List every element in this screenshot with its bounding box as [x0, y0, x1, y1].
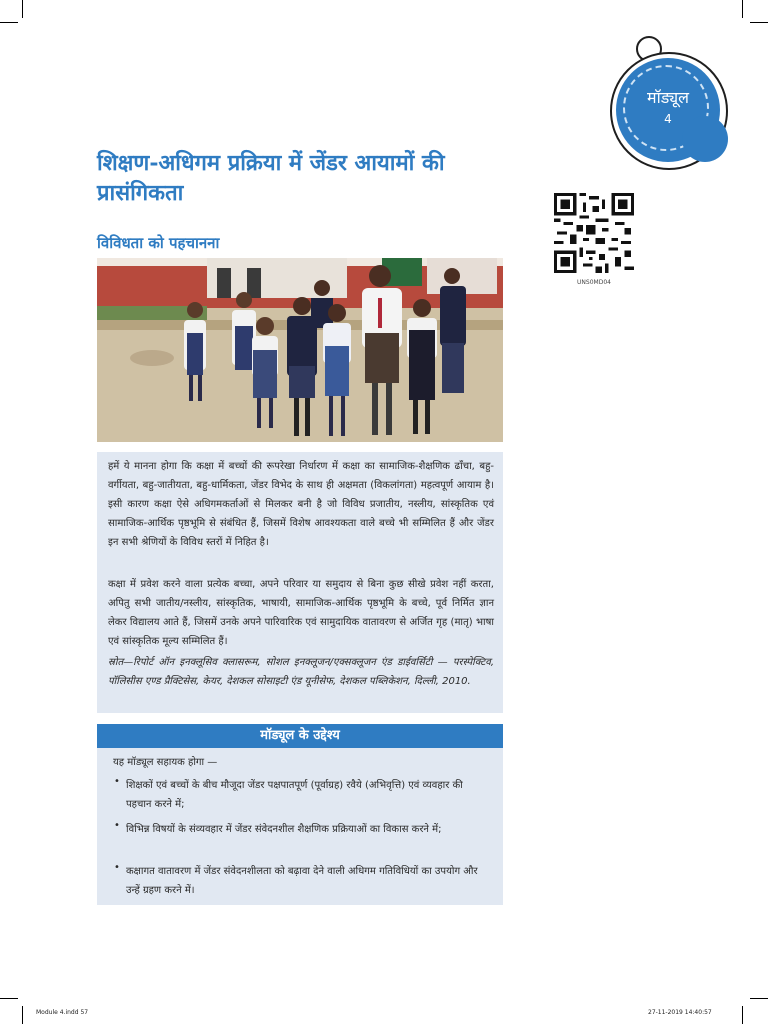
- info-source: स्रोत—रिपोर्ट ऑन इनक्लूसिव क्लासरूम, सोशल इनक्लूजन/एक्सक्लूजन एंड डाईवर्सिटी — परस्पेक्टिव, पॉलिसीस एण्ड प्रैक्टिसेस, केयर, देशकल सोसाइटी एंड यूनीसेफ, देशकल पब्लिकेशन, दिल्ली, 2010.: [108, 657, 494, 687]
- crop-mark: [750, 22, 768, 23]
- bullet-icon: •: [114, 776, 120, 787]
- qr-code: [554, 193, 634, 273]
- crop-mark: [742, 1006, 743, 1024]
- module-badge-number: 4: [664, 112, 672, 126]
- crop-mark: [0, 22, 18, 23]
- footer-timestamp: 27-11-2019 14:40:57: [648, 1009, 712, 1016]
- crop-mark: [22, 0, 23, 18]
- crop-mark: [742, 0, 743, 18]
- photo-schoolchildren: [97, 258, 503, 442]
- crop-mark: [22, 1006, 23, 1024]
- objective-item: कक्षागत वातावरण में जेंडर संवेदनशीलता को बढ़ावा देने वाली अधिगम गतिविधियों का उपयोग और उन्हें ग्रहण करने में।: [126, 866, 478, 896]
- module-badge-label: मॉड्यूल: [647, 88, 689, 107]
- bullet-icon: •: [114, 862, 120, 873]
- info-paragraph: कक्षा में प्रवेश करने वाला प्रत्येक बच्चा, अपने परिवार या समुदाय से बिना कुछ सीखे प्रवेश नहीं करता, अपितु सभी जातीय/नस्लीय, सांस्कृतिक, भाषायी, सामाजिक-आर्थिक पृष्ठभूमि के बच्चे, पूर्व निर्मित ज्ञान लेकर विद्यालय आते हैं, जिसमें उनके अपने पारिवारिक एवं सामुदायिक वातावरण से अर्जित गृह (मातृ) भाषा एवं सांस्कृतिक मूल्य सम्मिलित हैं।: [108, 579, 494, 647]
- section-subtitle: विविधता को पहचानना: [97, 234, 220, 252]
- objectives-intro: यह मॉड्यूल सहायक होगा —: [113, 757, 218, 768]
- crop-mark: [0, 998, 18, 999]
- info-paragraph: हमें ये मानना होगा कि कक्षा में बच्चों की रूपरेखा निर्धारण में कक्षा का सामाजिक-शैक्षणिक ढाँचा, बहु-वर्गीयता, बहु-जातीयता, बहु-धार्मिकता, जेंडर विभेद के साथ ही अक्षमता (विकलांगता) महत्वपूर्ण आयाम है। इसी कारण कक्षा ऐसे अधिगमकर्ताओं से मिलकर बनी है जो विविध प्रजातीय, नस्लीय, सांस्कृतिक एवं सामाजिक-आर्थिक पृष्ठभूमि से संबंधित हैं, जिसमें विशेष आवश्यकता वाले बच्चे भी सम्मिलित हैं और जेंडर इन सभी श्रेणियों के विविध स्तरों में निहित है।: [108, 461, 495, 548]
- crop-mark: [750, 998, 768, 999]
- qr-code-id: UNS0MD04: [577, 279, 611, 286]
- objective-item: विभिन्न विषयों के संव्यवहार में जेंडर संवेदनशील शैक्षणिक प्रक्रियाओं का विकास करने में;: [126, 824, 442, 835]
- objective-item: शिक्षकों एवं बच्चों के बीच मौजूदा जेंडर पक्षपातपूर्ण (पूर्वाग्रह) रवैये (अभिवृत्ति) एवं व्यवहार की पहचान करने में;: [126, 780, 463, 810]
- footer-file: Module 4.indd 57: [36, 1009, 89, 1016]
- bullet-icon: •: [114, 820, 120, 831]
- objectives-heading: मॉड्यूल के उद्देश्य: [97, 724, 503, 748]
- page-title: शिक्षण-अधिगम प्रक्रिया में जेंडर आयामों की प्रासंगिकता: [97, 150, 445, 206]
